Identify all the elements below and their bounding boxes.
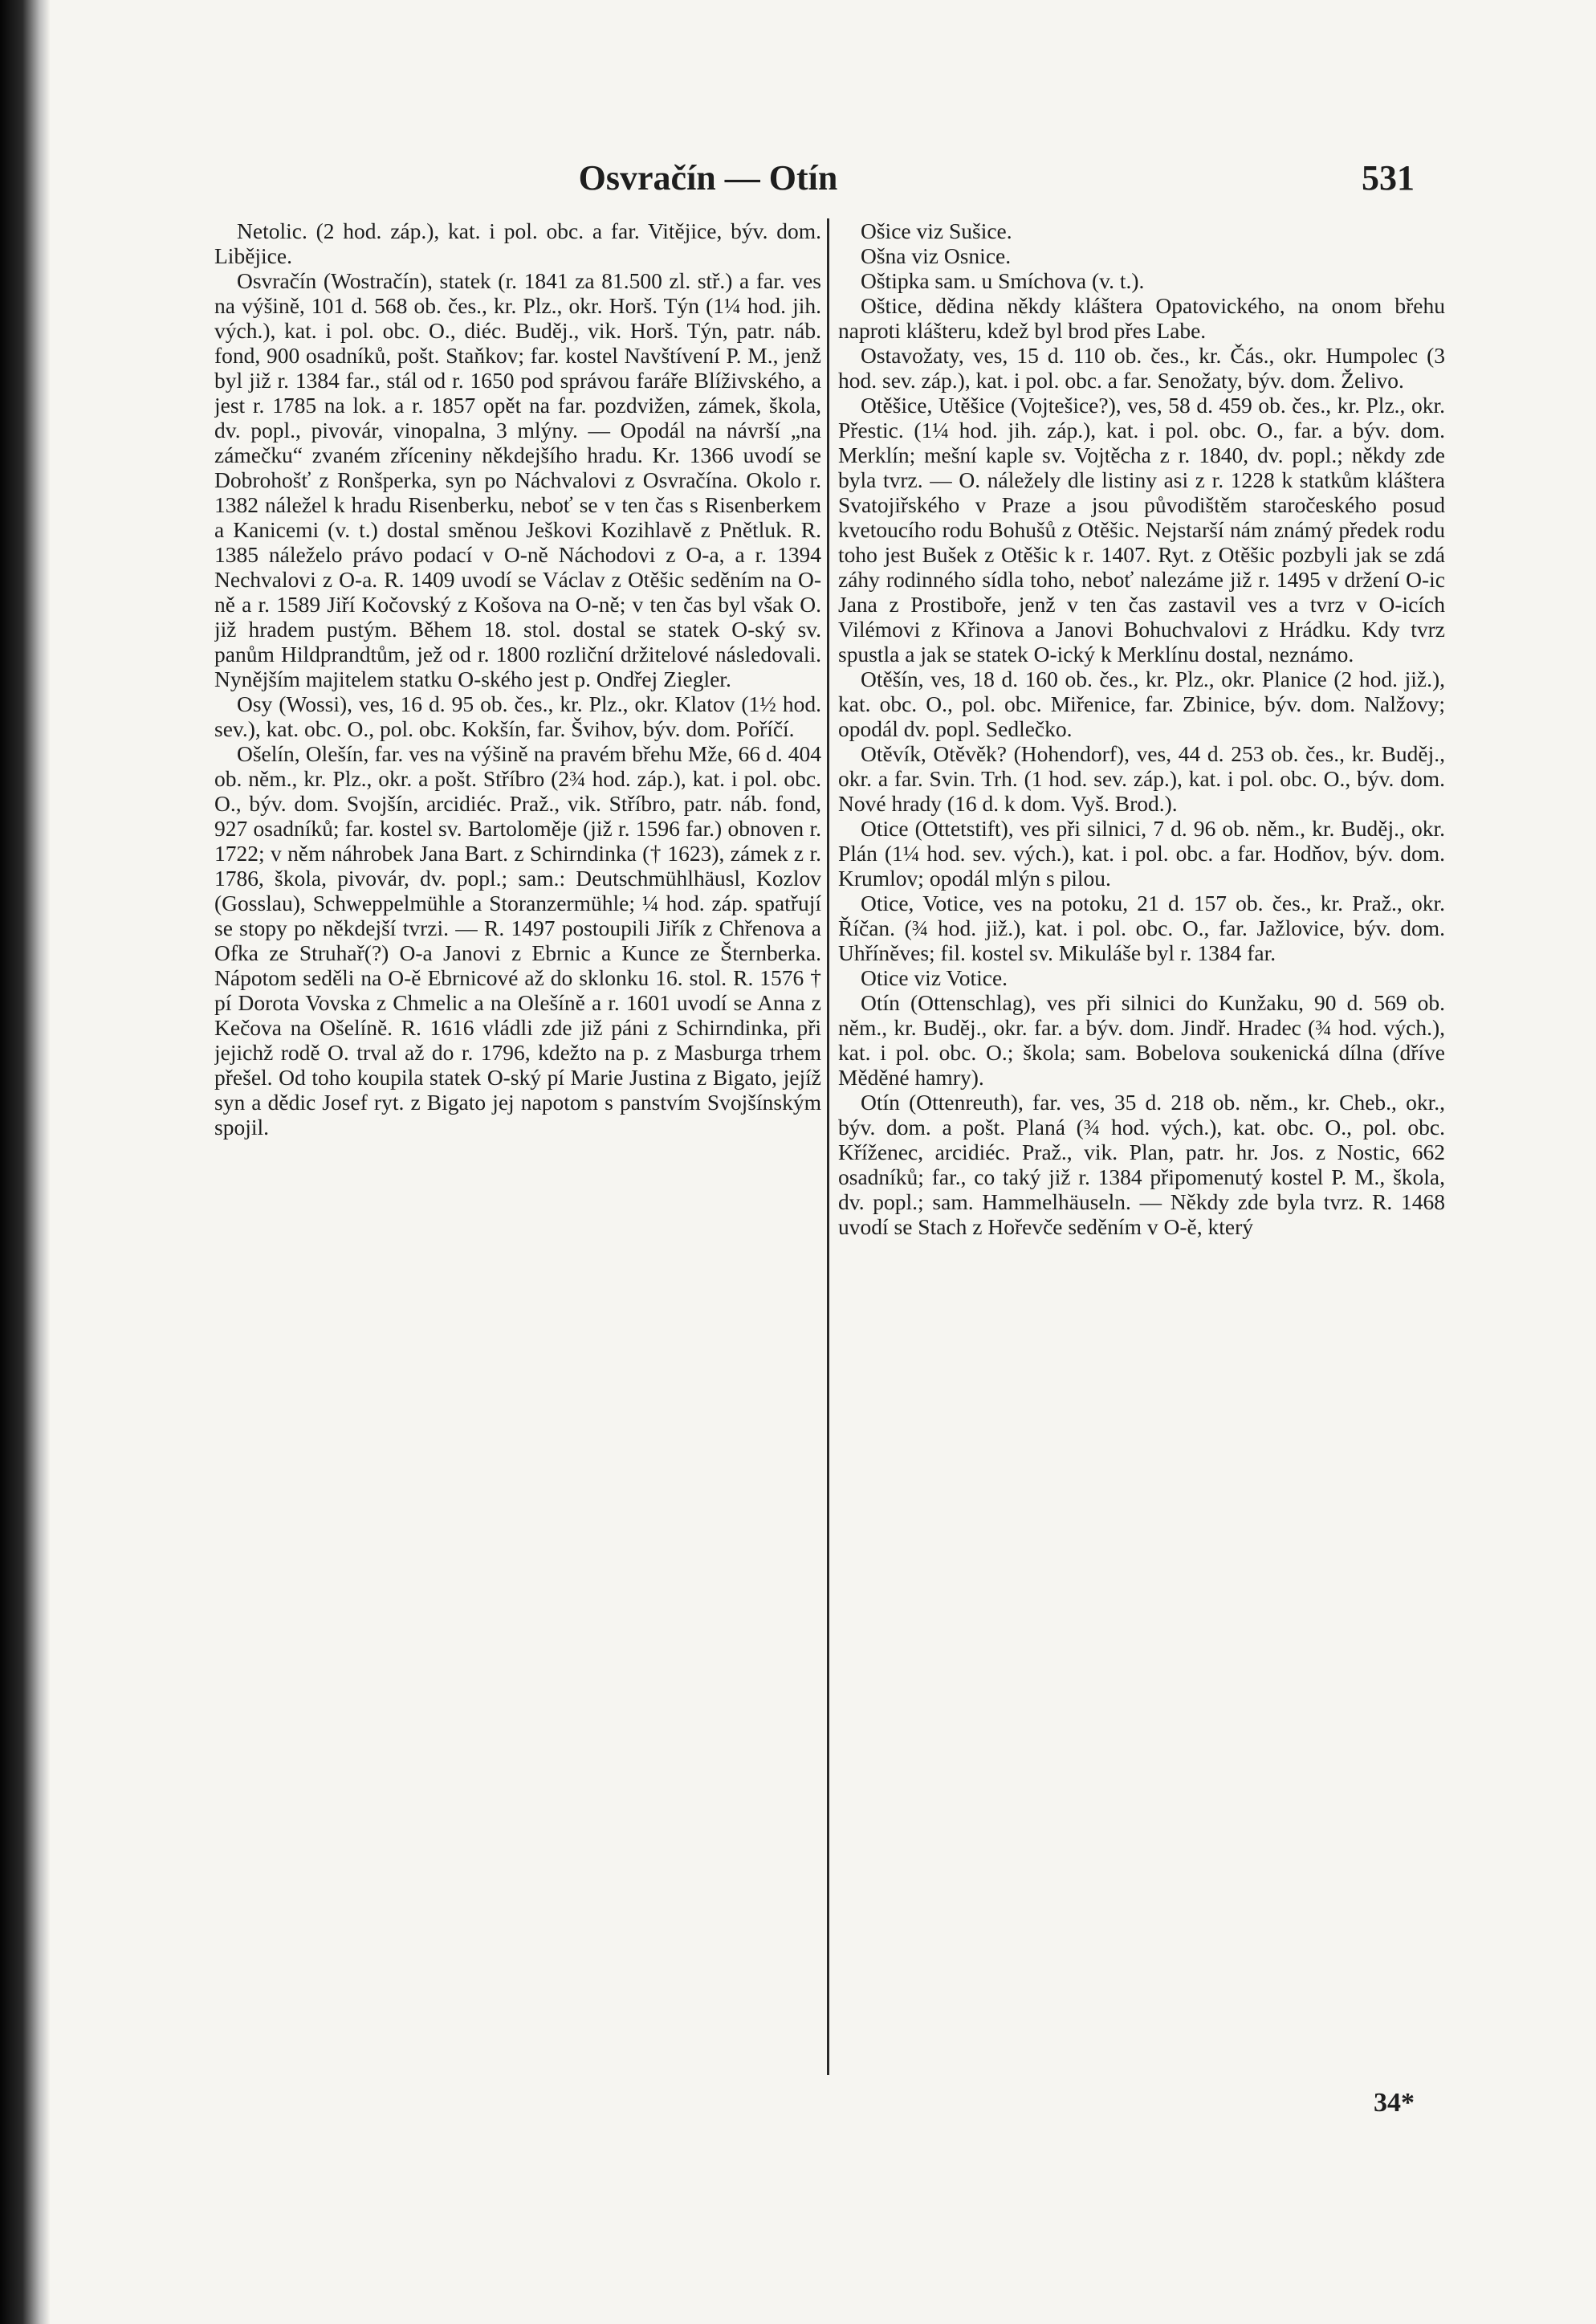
entry-ostipka: Oštipka sam. u Smíchova (v. t.). — [861, 268, 1145, 293]
right-column — [838, 218, 1445, 2073]
entry-otevik: Otěvík, Otěvěk? (Hohendorf), ves, 44 d. 253 ob. čes., kr. Buděj., okr. a far. Svin. Trh. (1 hod. sev. záp.), kat. i pol. obc. O., býv. dom. Nové hrady (16 d. k dom. Vyš. Brod.). — [838, 741, 1445, 816]
entry-osna: Ošna viz Osnice. — [861, 243, 1012, 268]
entry-osvracin: Osvračín (Wostračín), statek (r. 1841 za 81.500 zl. stř.) a far. ves na výšině, 101 d. 568 ob. čes., kr. Plz., okr. Horš. Týn (1¼ hod. jih. vých.), kat. i pol. obc. O., diéc. Buděj., vik. Horš. Týn, patr. náb. fond, 900 osadníků, pošt. Staňkov; far. kostel Navštívení P. M., jenž byl již r. 1384 far., stál od r. 1650 pod správou faráře Blíživského, a jest r. 1785 na lok. a r. 1857 opět na far. pozdvižen, zámek, škola, dv. popl., pivovár, vinopalna, 3 mlýny. — Opodál na návrší „na zámečku“ zvaném zříceniny někdejšího hradu. Kr. 1366 uvodí se Dobrohošť z Ronšperka, syn po Náchvalovi z Osvračína. Okolo r. 1382 náležel k hradu Risenberku, neboť se v ten čas s Risenberkem a Kanicemi (v. t.) dostal směnou Ješkovi Kozihlavě z Pnětluk. R. 1385 náleželo právo podací v O-ně Náchodovi z O-a, a r. 1394 Nechvalovi z O-a. R. 1409 uvodí se Václav z Otěšic seděním na O-ně a r. 1589 Jiří Kočovský z Košova na O-ně; v ten čas byl však O. již hradem pustým. Během 18. stol. dostal se statek O-ský sv. panům Hildprandtům, jež od r. 1800 rozliční držitelové následovali. Nynějším majitelem statku O-ského jest p. Ondřej Ziegler. — [214, 268, 821, 691]
entry-otesice: Otěšice, Utěšice (Vojtešice?), ves, 58 d. 459 ob. čes., kr. Plz., okr. Přestic. (1¼ hod. jih. záp.), kat. i pol. obc. O., far. a býv. dom. Merklín; mešní kaple sv. Vojtěcha z r. 1840, dv. popl.; někdy zde byla tvrz. — O. náležely dle listiny asi z r. 1228 k statkům kláštera Svatojiřského v Praze a jsou původištěm staročeského posud kvetoucího rodu Bohušů z Otěšic. Nejstarší nám známý předek rodu toho jest Bušek z Otěšic k r. 1407. Ryt. z Otěšic pozbyli jak se zdá záhy rodinného sídla toho, neboť nalezáme již r. 1495 v držení O-ic Jana z Prostiboře, jenž v ten čas zastavil ves a tvrz v O-icích Vilémovi z Křinova a Janovi Bohuchvalovi z Hrádku. Kdy tvrz spustla a jak se statek O-ický k Merklínu dostal, neznámo. — [838, 393, 1445, 667]
entry-otesin: Otěšín, ves, 18 d. 160 ob. čes., kr. Plz., okr. Planice (2 hod. již.), kat. obc. O., pol. obc. Miřenice, far. Zbinice, býv. dom. Nalžovy; opodál dv. popl. Sedlečko. — [838, 667, 1445, 741]
entry-osy: Osy (Wossi), ves, 16 d. 95 ob. čes., kr. Plz., okr. Klatov (1½ hod. sev.), kat. obc. O., pol. obc. Kokšín, far. Švihov, býv. dom. Poříčí. — [214, 691, 821, 741]
entry-otice-viz: Otice viz Votice. — [861, 965, 1008, 990]
entry-otice-votice: Otice, Votice, ves na potoku, 21 d. 157 ob. čes., kr. Praž., okr. Říčan. (¾ hod. již.), kat. i pol. obc. O., far. Jažlovice, býv. dom. Uhříněves; fil. kostel sv. Mikuláše byl r. 1384 far. — [838, 891, 1445, 965]
entry-otin-ottenschlag: Otín (Ottenschlag), ves při silnici do Kunžaku, 90 d. 569 ob. něm., kr. Buděj., okr. far. a býv. dom. Jindř. Hradec (¾ hod. vých.), kat. i pol. obc. O.; škola; sam. Bobelova soukenická dílna (dříve Měděné hamry). — [838, 990, 1445, 1090]
entry-paragraph: Netolic. (2 hod. záp.), kat. i pol. obc. a far. Vitějice, býv. dom. Libějice. — [214, 218, 821, 268]
left-column — [214, 218, 821, 2073]
page-number: 531 — [1362, 158, 1415, 198]
entry-oselin: Ošelín, Olešín, far. ves na výšině na pravém břehu Mže, 66 d. 404 ob. něm., kr. Plz., okr. a pošt. Stříbro (2¾ hod. záp.), kat. i pol. obc. O., býv. dom. Svojšín, arcidiéc. Praž., vik. Stříbro, patr. náb. fond, 927 osadníků; far. kostel sv. Bartoloměje (již r. 1596 far.) obnoven r. 1722; v něm náhrobek Jana Bart. z Schirndinka († 1623), zámek z r. 1786, škola, pivovár, dv. popl.; sam.: Deutschmühlhäusl, Kozlov (Gosslau), Schweppelmühle a Storanzermühle; ¼ hod. záp. spatřují se stopy po někdejší tvrzi. — R. 1497 postoupili Jiřík z Chřenova a Ofka ze Struhař(?) O-a Janovi z Ebrnic a Kunce ze Šternberka. Nápotom seděli na O-ě Ebrnicové až do sklonku 16. stol. R. 1576 † pí Dorota Vovska z Chmelic a na Olešíně a r. 1601 uvodí se Anna z Kečova na Ošelíně. R. 1616 vládli zde již páni z Schirndinka, při jejichž rodě O. trval až do r. 1796, kdežto na p. z Masburga trhem přešel. Od toho koupila statek O-ský pí Marie Justina z Bigato, jejíž syn a dědic Josef ryt. z Bigato jej napotom s panstvím Svojšínským spojil. — [214, 741, 821, 1140]
book-page — [50, 0, 1596, 2324]
entry-otin-ottenreuth: Otín (Ottenreuth), far. ves, 35 d. 218 ob. něm., kr. Cheb., okr., býv. dom. a pošt. Planá (¾ hod. vých.), kat. obc. O., pol. obc. Kříženec, arcidiéc. Praž., vik. Plan, patr. hr. Jos. z Nostic, 662 osadníků; far., co taký již r. 1384 připomenutý kostel P. M., škola, dv. popl.; sam. Hammelhäuseln. — Někdy zde byla tvrz. R. 1468 uvodí se Stach z Hořevče seděním v O-ě, který — [838, 1090, 1445, 1239]
entry-ostavozaty: Ostavožaty, ves, 15 d. 110 ob. čes., kr. Čás., okr. Humpolec (3 hod. sev. záp.), kat. i pol. obc. a far. Senožaty, býv. dom. Želivo. — [838, 343, 1445, 393]
scan-border — [0, 0, 50, 2324]
entry-otice-ottetstift: Otice (Ottetstift), ves při silnici, 7 d. 96 ob. něm., kr. Buděj., okr. Plán (1¼ hod. sev. vých.), kat. i pol. obc. a far. Hodňov, býv. dom. Krumlov; opodál mlýn s pilou. — [838, 816, 1445, 891]
running-header: Osvračín — Otín — [578, 158, 838, 198]
entry-ostice: Oštice, dědina někdy kláštera Opatovického, na onom břehu naproti klášteru, kdež byl brod přes Labe. — [838, 293, 1445, 343]
entry-osice: Ošice viz Sušice. — [861, 218, 1012, 243]
column-divider — [827, 218, 829, 2075]
signature-mark: 34* — [1374, 2088, 1415, 2118]
